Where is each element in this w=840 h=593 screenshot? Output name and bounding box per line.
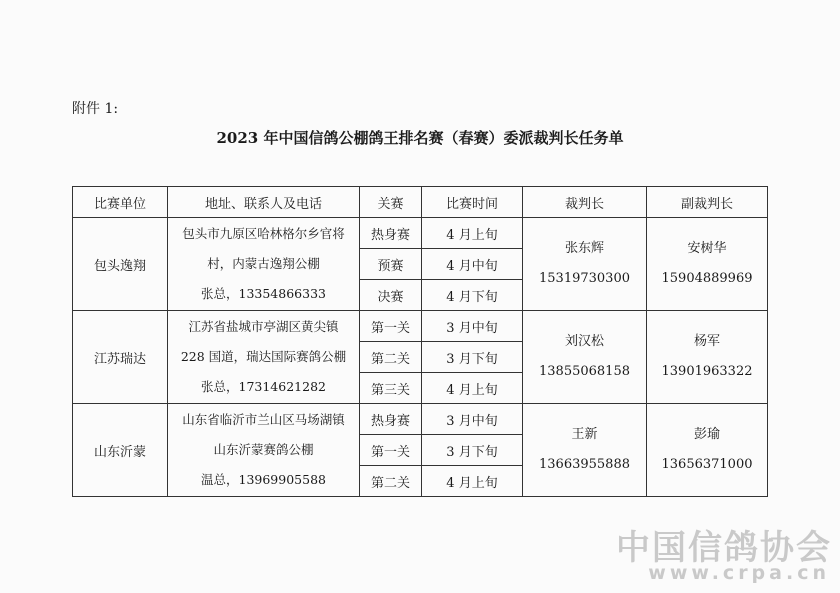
address-contact: 温总，13969905588 bbox=[201, 472, 326, 487]
table-header-row bbox=[73, 187, 768, 218]
attachment-label: 附件 1: bbox=[72, 101, 119, 117]
header-address: 地址、联系人及电话 bbox=[168, 187, 360, 218]
referee-name: 张东辉 bbox=[564, 241, 604, 256]
address-line: 江苏省盐城市亭湖区黄尖镇 bbox=[188, 319, 339, 334]
race-time: 4 月中旬 bbox=[422, 249, 523, 280]
address-line: 村，内蒙古逸翔公棚 bbox=[207, 256, 320, 271]
address-line: 228 国道，瑞达国际赛鸽公棚 bbox=[180, 349, 347, 364]
deputy-cell bbox=[647, 311, 768, 404]
race-time: 4 月上旬 bbox=[422, 218, 523, 249]
referee-cell bbox=[523, 218, 647, 311]
unit-name: 包头逸翔 bbox=[73, 218, 168, 311]
race-time: 3 月下旬 bbox=[422, 435, 523, 466]
address-contact: 张总，13354866333 bbox=[201, 286, 326, 301]
referee-name: 王新 bbox=[571, 427, 598, 442]
watermark-url: www.crpa.cn bbox=[648, 562, 830, 584]
table-row bbox=[73, 218, 768, 249]
race-stage: 第二关 bbox=[360, 342, 422, 373]
deputy-cell bbox=[647, 218, 768, 311]
referee-phone: 13663955888 bbox=[539, 457, 630, 472]
deputy-cell bbox=[647, 404, 768, 497]
race-time: 3 月中旬 bbox=[422, 311, 523, 342]
referee-name: 刘汉松 bbox=[564, 334, 604, 349]
unit-name: 江苏瑞达 bbox=[73, 311, 168, 404]
address-line: 包头市九原区哈林格尔乡官将 bbox=[182, 226, 345, 241]
deputy-name: 安树华 bbox=[687, 241, 727, 256]
header-unit: 比赛单位 bbox=[73, 187, 168, 218]
page-title: 2023 年中国信鸽公棚鸽王排名赛（春赛）委派裁判长任务单 bbox=[216, 129, 624, 147]
deputy-name: 彭瑜 bbox=[693, 427, 720, 442]
race-stage: 第一关 bbox=[360, 311, 422, 342]
address-line: 山东沂蒙赛鸽公棚 bbox=[213, 442, 314, 457]
header-stage: 关赛 bbox=[360, 187, 422, 218]
race-stage: 预赛 bbox=[360, 249, 422, 280]
deputy-name: 杨军 bbox=[693, 334, 720, 349]
unit-address bbox=[168, 311, 360, 404]
race-stage: 第一关 bbox=[360, 435, 422, 466]
race-stage: 第三关 bbox=[360, 373, 422, 404]
assignment-table bbox=[72, 186, 768, 497]
deputy-phone: 15904889969 bbox=[661, 271, 753, 286]
deputy-phone: 13901963322 bbox=[661, 364, 753, 379]
unit-name: 山东沂蒙 bbox=[73, 404, 168, 497]
race-time: 4 月上旬 bbox=[422, 466, 523, 497]
unit-address bbox=[168, 218, 360, 311]
race-stage: 热身赛 bbox=[360, 218, 422, 249]
address-line: 山东省临沂市兰山区马场湖镇 bbox=[182, 412, 345, 427]
race-stage: 决赛 bbox=[360, 280, 422, 311]
table-row bbox=[73, 311, 768, 342]
referee-phone: 15319730300 bbox=[539, 271, 630, 286]
unit-address bbox=[168, 404, 360, 497]
address-contact: 张总，17314621282 bbox=[201, 379, 326, 394]
race-stage: 热身赛 bbox=[360, 404, 422, 435]
race-time: 4 月下旬 bbox=[422, 280, 523, 311]
race-stage: 第二关 bbox=[360, 466, 422, 497]
table-row bbox=[73, 404, 768, 435]
watermark-name: 中国信鸽协会 bbox=[616, 528, 832, 568]
header-deputy: 副裁判长 bbox=[647, 187, 768, 218]
race-time: 3 月下旬 bbox=[422, 342, 523, 373]
deputy-phone: 13656371000 bbox=[661, 457, 753, 472]
referee-cell bbox=[523, 404, 647, 497]
header-referee: 裁判长 bbox=[523, 187, 647, 218]
referee-cell bbox=[523, 311, 647, 404]
header-time: 比赛时间 bbox=[422, 187, 523, 218]
race-time: 4 月上旬 bbox=[422, 373, 523, 404]
race-time: 3 月中旬 bbox=[422, 404, 523, 435]
referee-phone: 13855068158 bbox=[539, 364, 630, 379]
